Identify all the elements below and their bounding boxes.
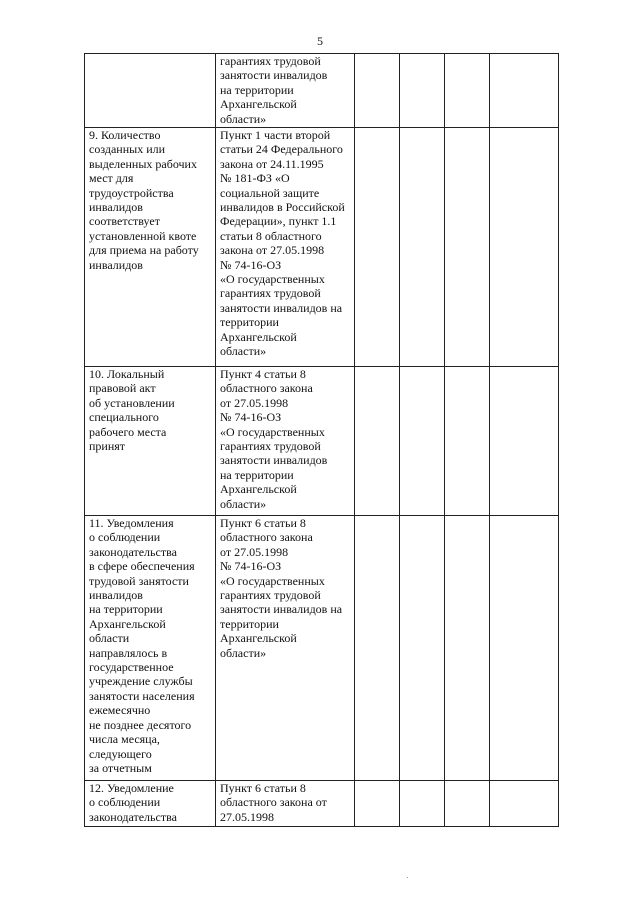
legal-basis-cell: Пункт 6 статьи 8 областного закона от 27.05.1998 № 74-16-ОЗ «О государственных гарантиях трудовой занятости инвалидов на территории Архангельской области» [216, 516, 355, 781]
answer-na-cell [445, 54, 490, 128]
answer-yes-cell [355, 367, 400, 516]
answer-na-cell [445, 367, 490, 516]
answer-no-cell [400, 516, 445, 781]
note-cell [490, 367, 559, 516]
answer-na-cell [445, 781, 490, 827]
legal-basis-cell: Пункт 6 статьи 8 областного закона от 27.05.1998 [216, 781, 355, 827]
note-cell [490, 516, 559, 781]
answer-yes-cell [355, 54, 400, 128]
note-cell [490, 54, 559, 128]
legal-basis-cell: гарантиях трудовой занятости инвалидов на территории Архангельской области» [216, 54, 355, 128]
table-row [85, 516, 559, 781]
answer-yes-cell [355, 516, 400, 781]
answer-no-cell [400, 367, 445, 516]
answer-yes-cell [355, 781, 400, 827]
answer-na-cell [445, 128, 490, 367]
table-row [85, 54, 559, 128]
answer-no-cell [400, 128, 445, 367]
scan-speck [407, 877, 408, 878]
table-row [85, 128, 559, 367]
answer-yes-cell [355, 128, 400, 367]
table-row [85, 781, 559, 827]
criterion-cell: 12. Уведомление о соблюдении законодательства [85, 781, 216, 827]
note-cell [490, 781, 559, 827]
note-cell [490, 128, 559, 367]
criterion-cell [85, 54, 216, 128]
answer-no-cell [400, 54, 445, 128]
checklist-table [84, 53, 559, 827]
criterion-cell: 9. Количество созданных или выделенных рабочих мест для трудоустройства инвалидов соответствует установленной квоте для приема на работу инвалидов [85, 128, 216, 367]
page-number: 5 [317, 34, 323, 48]
answer-no-cell [400, 781, 445, 827]
legal-basis-cell: Пункт 1 части второй статьи 24 Федерального закона от 24.11.1995 № 181-ФЗ «О социальной защите инвалидов в Российской Федерации», пункт 1.1 статьи 8 областного закона от 27.05.1998 № 74-16-ОЗ «О государственных гарантиях трудовой занятости инвалидов на территории Архангельской области» [216, 128, 355, 367]
criterion-cell: 10. Локальный правовой акт об установлении специального рабочего места принят [85, 367, 216, 516]
criterion-cell: 11. Уведомления о соблюдении законодательства в сфере обеспечения трудовой занятости инвалидов на территории Архангельской области направлялось в государственное учреждение службы занятости населения ежемесячно не позднее десятого числа месяца, следующего за отчетным [85, 516, 216, 781]
answer-na-cell [445, 516, 490, 781]
legal-basis-cell: Пункт 4 статьи 8 областного закона от 27.05.1998 № 74-16-ОЗ «О государственных гарантиях трудовой занятости инвалидов на территории Архангельской области» [216, 367, 355, 516]
table-row [85, 367, 559, 516]
